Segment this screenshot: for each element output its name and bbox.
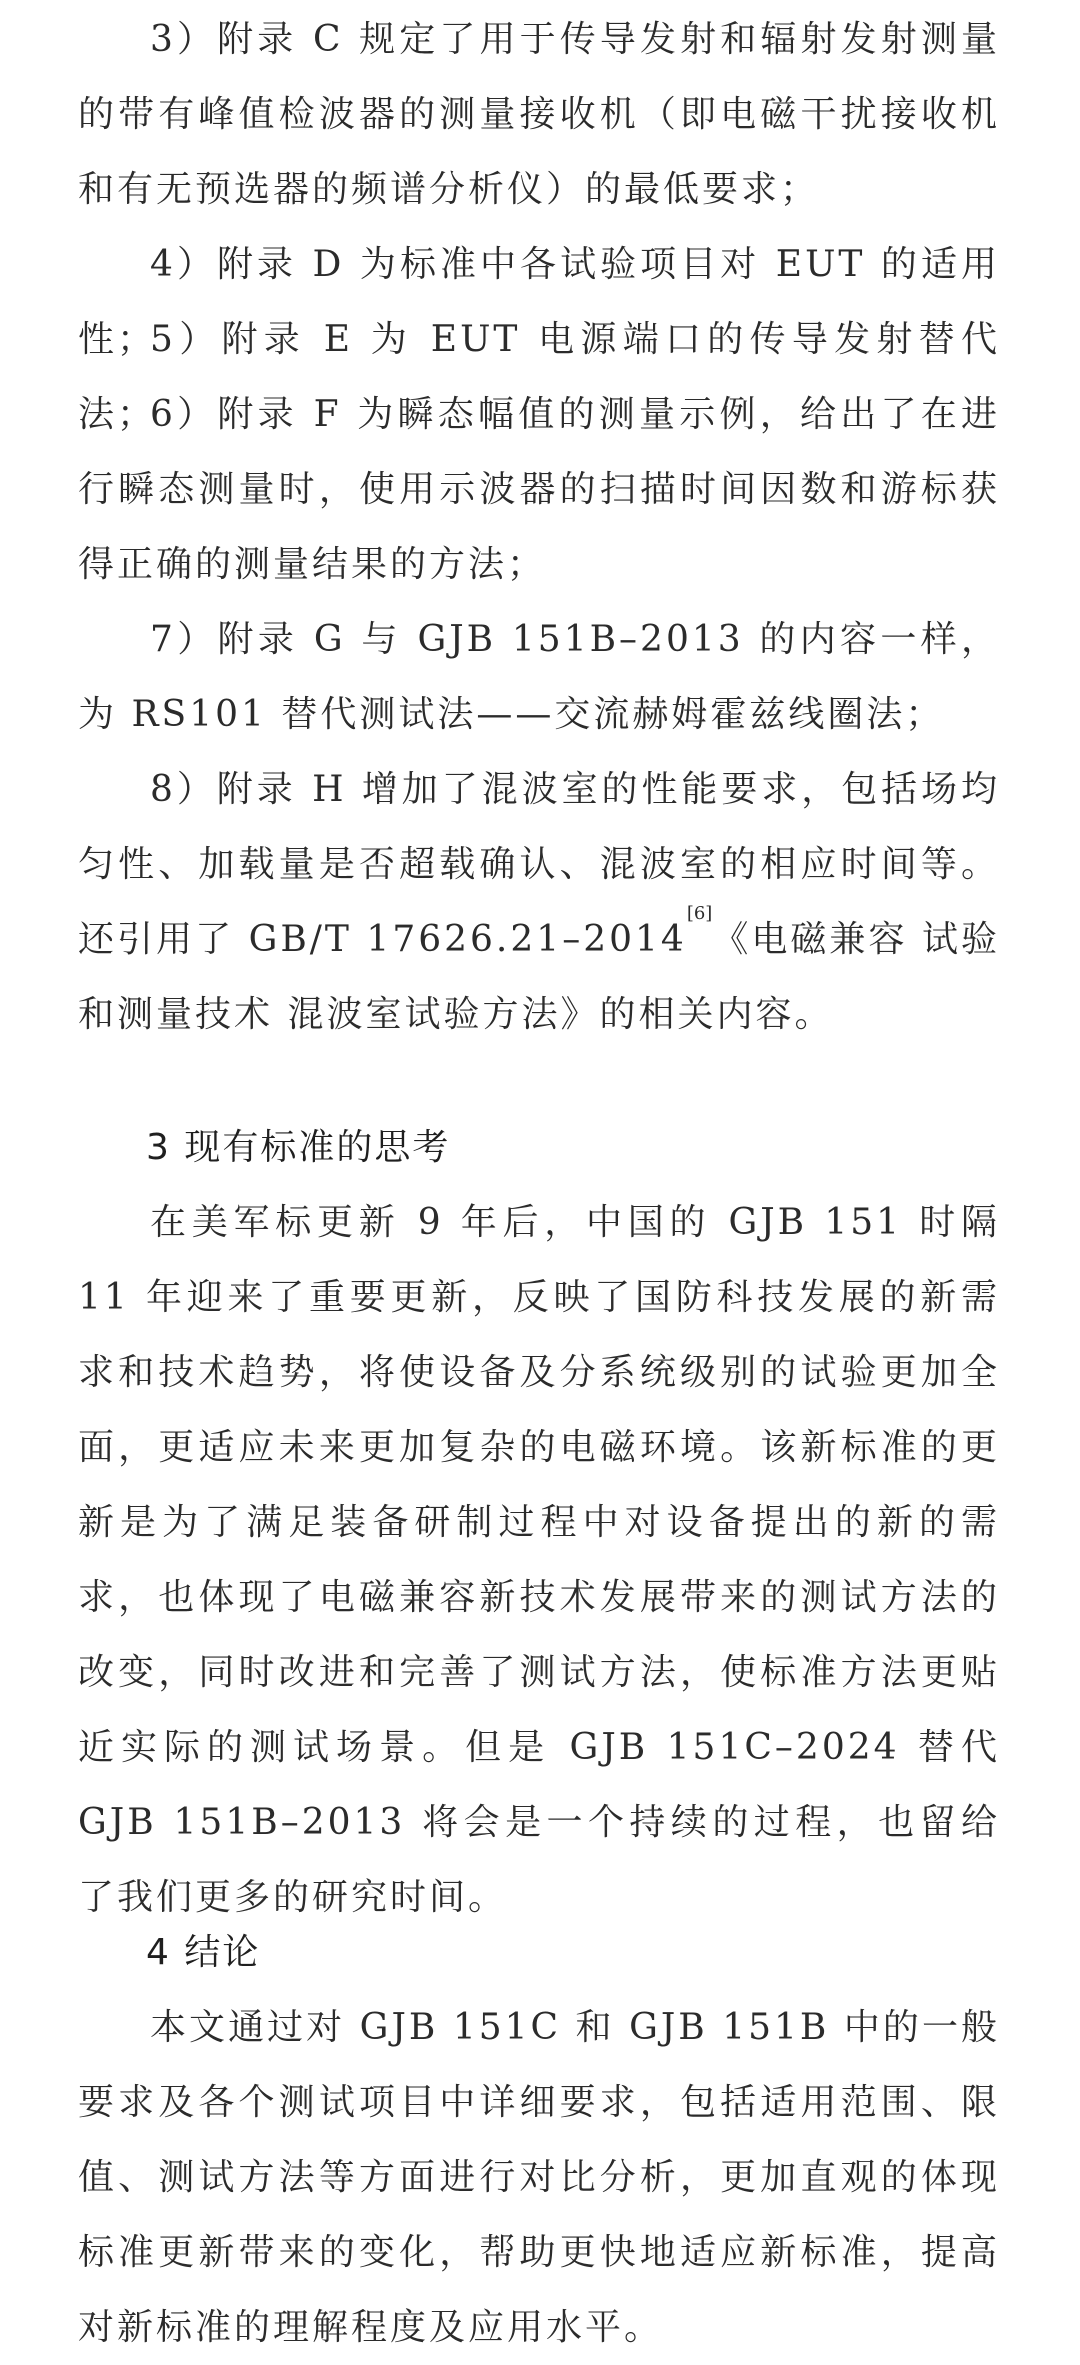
section-4-heading: 4 结论 bbox=[146, 1932, 261, 1973]
list-item-appendix-c: 3）附录 C 规定了用于传导发射和辐射发射测量的带有峰值检波器的测量接收机（即电磁干扰接收机和有无预选器的频谱分析仪）的最低要求； bbox=[78, 19, 1000, 210]
list-item-appendix-h bbox=[78, 752, 1000, 1052]
list-item-appendix-e: 5）附录 E 为 EUT 电源端口的传导发射替代法； bbox=[78, 319, 1000, 435]
list-item-appendix-f: 6）附录 F 为瞬态幅值的测量示例，给出了在进行瞬态测量时，使用示波器的扫描时间因数和游标获得正确的测量结果的方法； bbox=[78, 394, 1000, 585]
section-4-body: 本文通过对 GJB 151C 和 GJB 151B 中的一般要求及各个测试项目中详细要求，包括适用范围、限值、测试方法等方面进行对比分析，更加直观的体现标准更新带来的变化，帮助更快地适应新标准，提高对新标准的理解程度及应用水平。 bbox=[78, 2007, 1000, 2348]
list-item-appendix-h-text: 8）附录 H 增加了混波室的性能要求，包括场均匀性、加载量是否超载确认、混波室的相应时间等。还引用了 GB/T 17626.21–2014 bbox=[78, 769, 1000, 960]
reference-marker: [6] bbox=[686, 903, 713, 924]
section-3-body: 在美军标更新 9 年后，中国的 GJB 151 时隔 11 年迎来了重要更新，反映了国防科技发展的新需求和技术趋势，将使设备及分系统级别的试验更加全面，更适应未来更加复杂的电磁环境。该新标准的更新是为了满足装备研制过程中对设备提出的新的需求，也体现了电磁兼容新技术发展带来的测试方法的改变，同时改进和完善了测试方法，使标准方法更贴近实际的测试场景。但是 GJB 151C–2024 替代 GJB 151B–2013 将会是一个持续的过程，也留给了我们更多的研究时间。 bbox=[78, 1202, 1000, 1918]
list-item-appendix-h-title: 《电磁兼容 试验和测量技术 混波室试验方法》的相关内容。 bbox=[78, 919, 1000, 1035]
list-item-appendix-d: 4）附录 D 为标准中各试验项目对 EUT 的适用性； bbox=[78, 244, 1000, 360]
list-item-appendix-g: 7）附录 G 与 GJB 151B–2013 的内容一样，为 RS101 替代测试法——交流赫姆霍兹线圈法； bbox=[78, 619, 1000, 735]
section-3-heading: 3 现有标准的思考 bbox=[146, 1127, 451, 1168]
